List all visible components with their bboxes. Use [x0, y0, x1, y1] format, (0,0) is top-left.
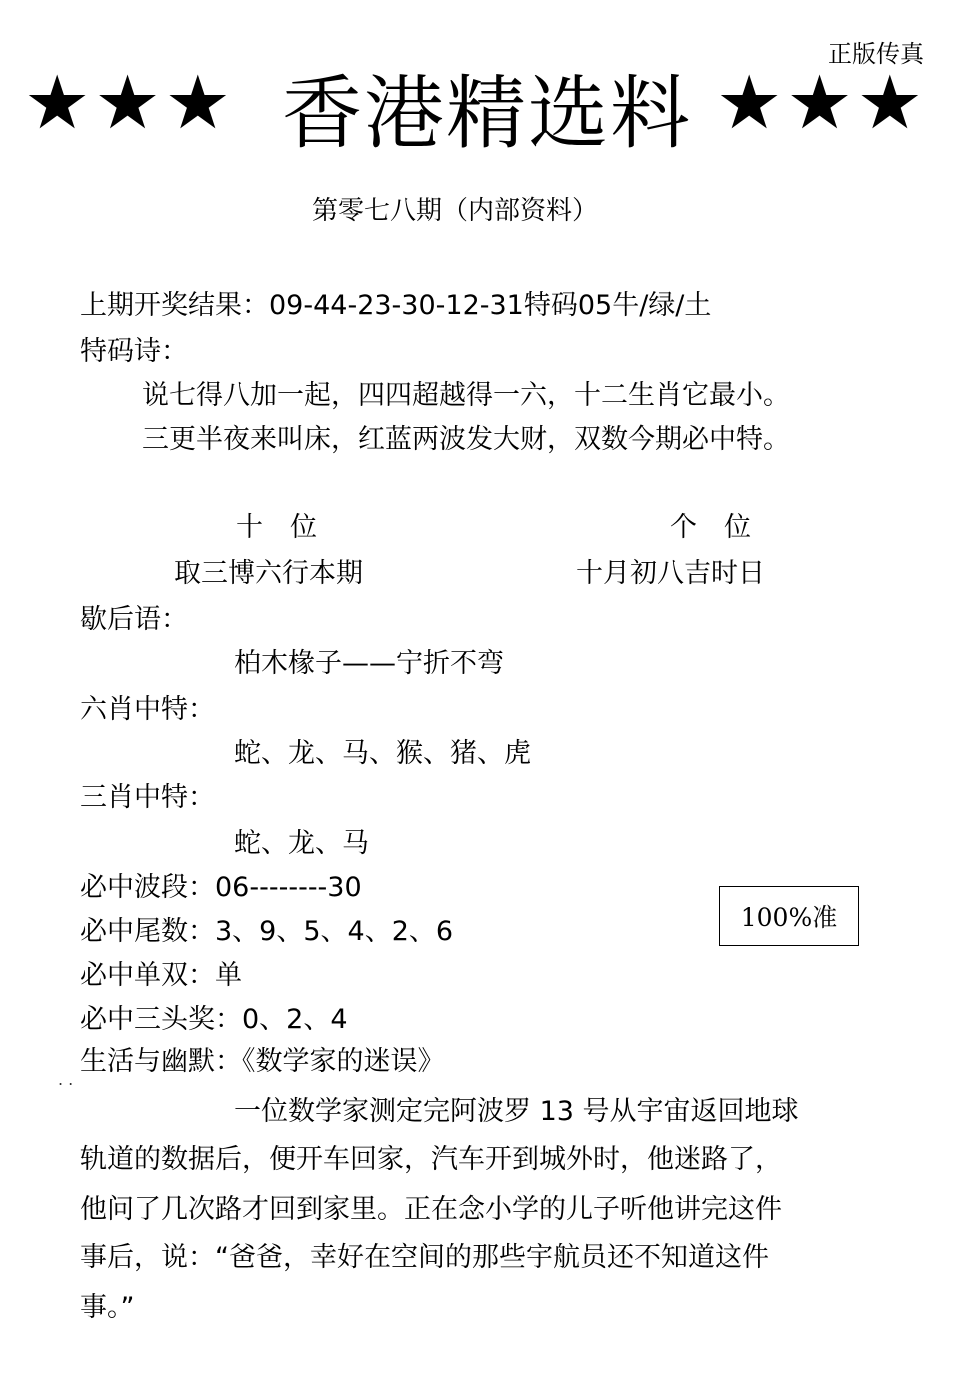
humor-paragraph-line-5: 事。”	[80, 1292, 135, 1323]
accuracy-badge: 100%准	[719, 886, 859, 946]
humor-line	[80, 1046, 445, 1078]
humor-paragraph-line-1: 一位数学家测定完阿波罗 13 号从宇宙返回地球	[234, 1096, 799, 1127]
last-results-line	[80, 290, 711, 322]
humor-paragraph-line-2: 轨道的数据后，便开车回家，汽车开到城外时，他迷路了，	[80, 1144, 782, 1175]
poem-label: 特码诗：	[80, 336, 188, 367]
tail-value: 3、9、5、4、2、6	[215, 916, 454, 947]
wave-label: 必中波段：	[80, 872, 215, 903]
six-zodiac-text: 蛇、龙、马、猴、猪、虎	[234, 738, 531, 769]
humor-title: 《数学家的迷误》	[242, 1046, 445, 1077]
three-zodiac-text: 蛇、龙、马	[234, 828, 369, 859]
head-label: 必中三头奖：	[80, 1004, 242, 1035]
poem-line-2: 三更半夜来叫床，红蓝两波发大财，双数今期必中特。	[142, 424, 790, 455]
issue-number: 第零七八期（内部资料）	[312, 196, 599, 226]
tens-header: 十 位	[236, 512, 317, 543]
three-zodiac-label: 三肖中特：	[80, 782, 215, 813]
genuine-fax-tag: 正版传真	[828, 40, 924, 68]
humor-paragraph-line-4: 事后，说：“爸爸，幸好在空间的那些宇航员还不知道这件	[80, 1242, 769, 1273]
odd-even-label: 必中单双：	[80, 960, 215, 991]
units-value: 十月初八吉时日	[576, 558, 765, 589]
humor-label: 生活与幽默：	[80, 1046, 242, 1077]
tens-value: 取三博六行本期	[174, 558, 363, 589]
last-results-value: 09-44-23-30-12-31特码05牛/绿/土	[269, 290, 712, 321]
units-header: 个 位	[670, 512, 751, 543]
xiehouyu-label: 歇后语：	[80, 604, 188, 635]
poem-line-1: 说七得八加一起，四四超越得一六，十二生肖它最小。	[142, 380, 790, 411]
odd-even-line	[80, 960, 242, 992]
stray-marks: . .	[58, 1070, 74, 1089]
stars-left: ★★★	[24, 60, 236, 146]
xiehouyu-text: 柏木椽子——宁折不弯	[234, 648, 504, 679]
tail-line	[80, 916, 453, 948]
head-value: 0、2、4	[242, 1004, 348, 1035]
head-line	[80, 1004, 348, 1036]
last-results-label: 上期开奖结果：	[80, 290, 269, 321]
six-zodiac-label: 六肖中特：	[80, 694, 215, 725]
stars-right: ★★★	[716, 60, 928, 146]
wave-line	[80, 872, 362, 904]
tail-label: 必中尾数：	[80, 916, 215, 947]
humor-paragraph-line-3: 他问了几次路才回到家里。正在念小学的儿子听他讲完这件	[80, 1194, 782, 1225]
wave-value: 06--------30	[215, 872, 362, 903]
page-title: 香港精选料	[282, 67, 692, 160]
odd-even-value: 单	[215, 960, 242, 991]
